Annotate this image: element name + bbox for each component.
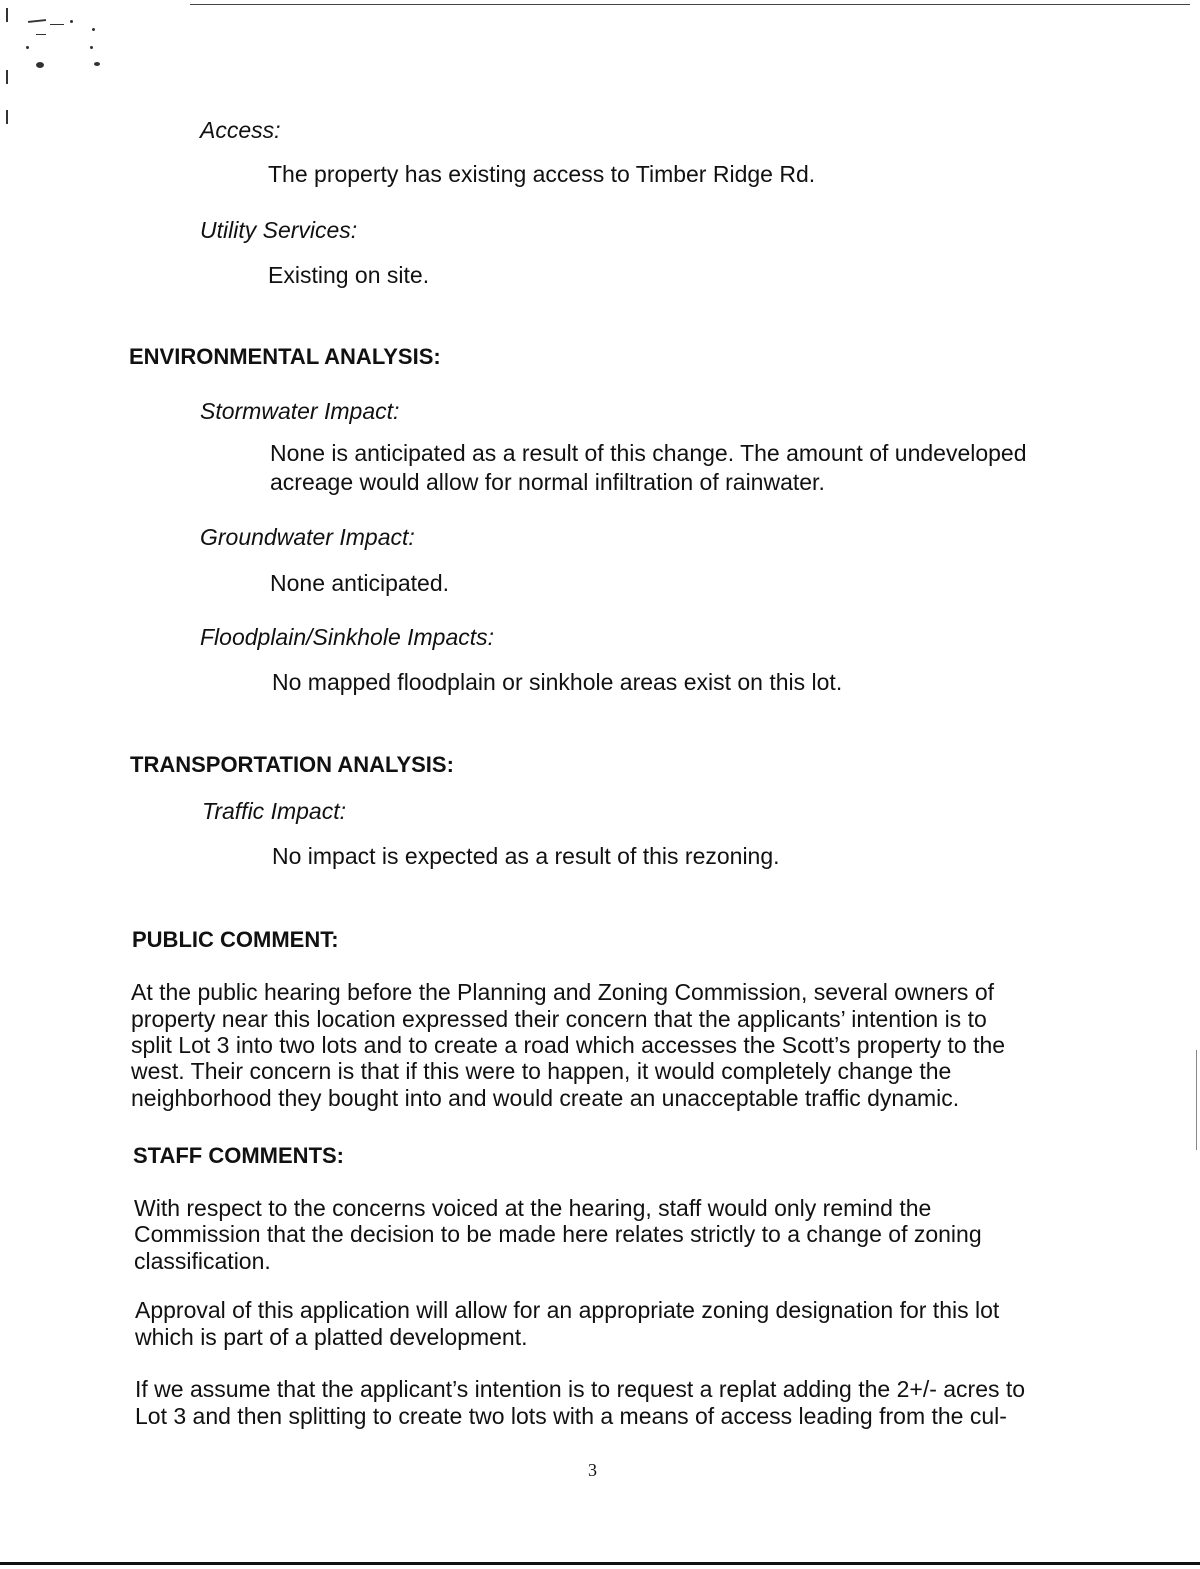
traffic-impact-heading: Traffic Impact: [202, 798, 346, 824]
public-comment-line: split Lot 3 into two lots and to create a road which accesses the Scott’s property to the [131, 1032, 1006, 1058]
stormwater-impact-heading: Stormwater Impact: [200, 398, 400, 424]
staff-comments-heading: STAFF COMMENTS: [133, 1143, 345, 1168]
public-comment-line: west. Their concern is that if this were to happen, it would completely change the [131, 1058, 952, 1084]
staff-comment-line: With respect to the concerns voiced at the hearing, staff would only remind the [134, 1195, 932, 1221]
groundwater-impact-heading: Groundwater Impact: [200, 524, 415, 550]
scan-border-top [190, 4, 1190, 5]
floodplain-sinkhole-text: No mapped floodplain or sinkhole areas exist on this lot. [272, 669, 843, 695]
public-comment-line: At the public hearing before the Planning and Zoning Commission, several owners of [131, 979, 994, 1005]
scan-border-right [1196, 1050, 1197, 1150]
public-comment-heading: PUBLIC COMMENT: [132, 927, 339, 952]
floodplain-sinkhole-heading: Floodplain/Sinkhole Impacts: [200, 624, 495, 650]
stormwater-text-line: None is anticipated as a result of this change. The amount of undeveloped [270, 440, 1027, 466]
scan-border-bottom [0, 1562, 1200, 1565]
access-text: The property has existing access to Timber Ridge Rd. [268, 161, 816, 187]
public-comment-line: property near this location expressed their concern that the applicants’ intention is to [131, 1006, 987, 1032]
utility-services-text: Existing on site. [268, 262, 430, 288]
transportation-analysis-heading: TRANSPORTATION ANALYSIS: [130, 752, 454, 777]
staff-comment-line: Lot 3 and then splitting to create two lots with a means of access leading from the cul- [135, 1403, 1007, 1429]
staff-comment-line: which is part of a platted development. [135, 1324, 528, 1350]
scan-noise-marks [6, 6, 116, 126]
access-heading: Access: [200, 117, 281, 143]
staff-comment-line: classification. [134, 1248, 271, 1274]
page-number: 3 [588, 1460, 597, 1480]
groundwater-text: None anticipated. [270, 570, 450, 596]
environmental-analysis-heading: ENVIRONMENTAL ANALYSIS: [129, 344, 441, 369]
staff-comment-line: Commission that the decision to be made here relates strictly to a change of zoning [134, 1221, 982, 1247]
public-comment-line: neighborhood they bought into and would create an unacceptable traffic dynamic. [131, 1085, 960, 1111]
utility-services-heading: Utility Services: [200, 217, 358, 243]
staff-comment-line: Approval of this application will allow for an appropriate zoning designation for this lot [135, 1297, 1000, 1323]
staff-comment-line: If we assume that the applicant’s intention is to request a replat adding the 2+/- acres to [135, 1376, 1026, 1402]
traffic-impact-text: No impact is expected as a result of this rezoning. [272, 843, 780, 869]
stormwater-text-line: acreage would allow for normal infiltration of rainwater. [270, 469, 825, 495]
